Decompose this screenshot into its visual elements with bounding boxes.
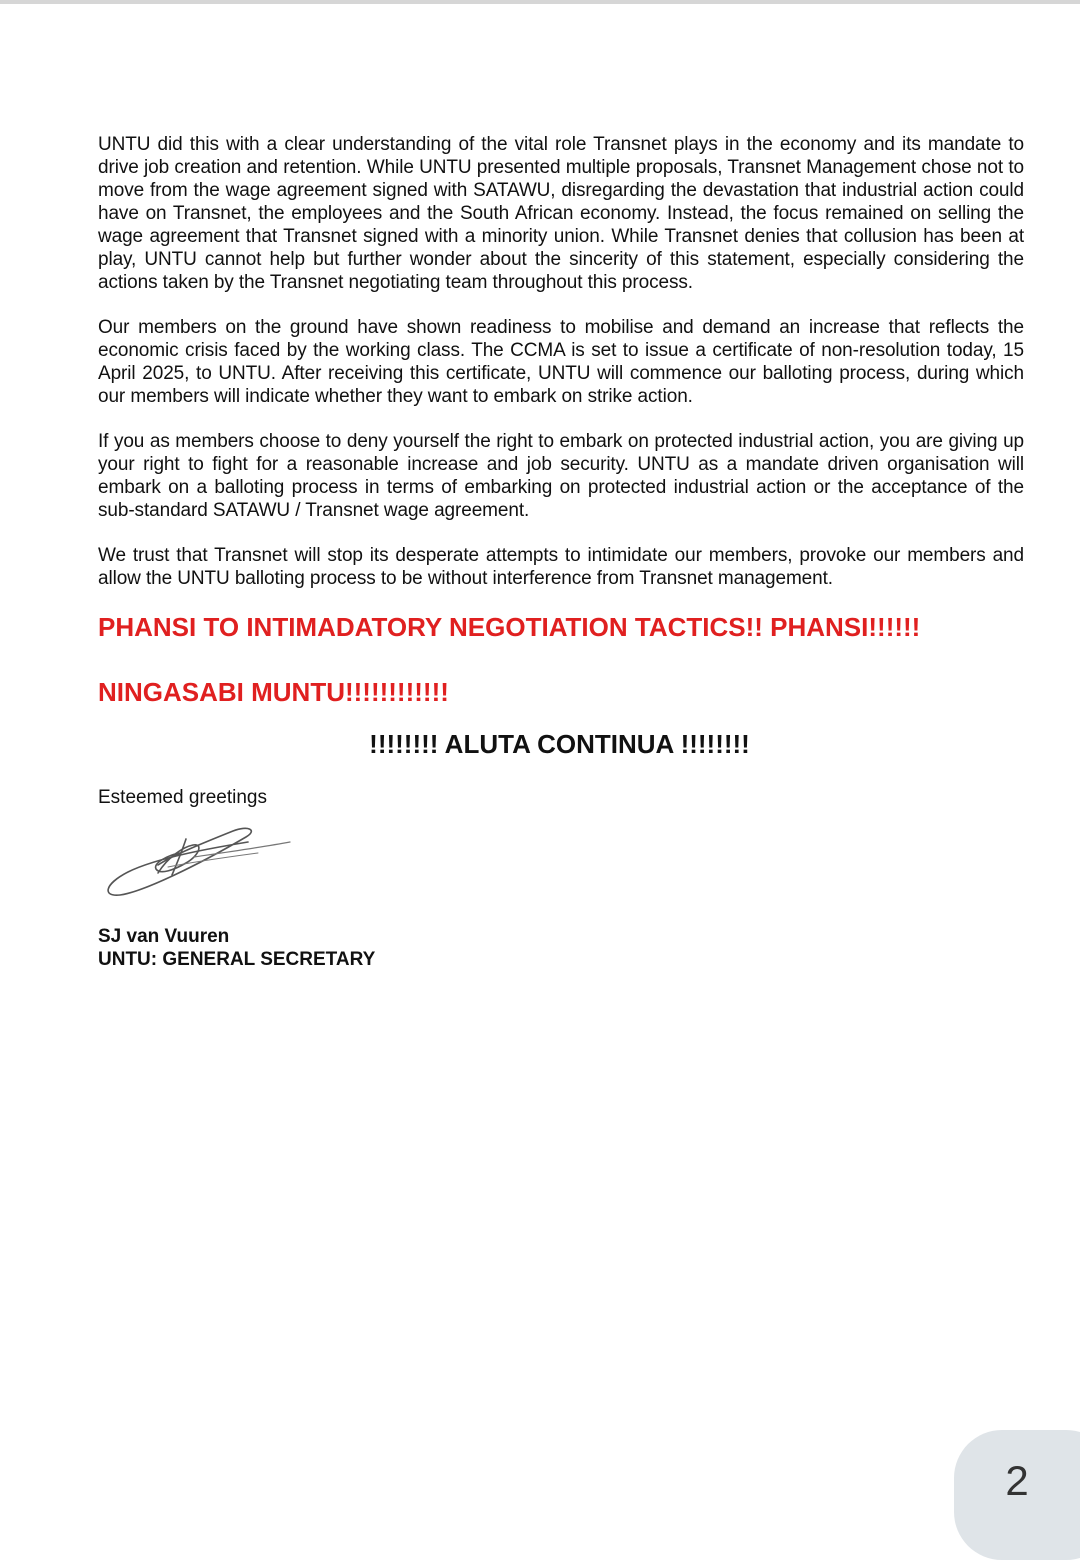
signatory-title: UNTU: GENERAL SECRETARY — [98, 949, 376, 970]
page-number: 2 — [1005, 1457, 1029, 1504]
signature-icon — [98, 817, 298, 907]
closing-greeting: Esteemed greetings — [98, 787, 267, 808]
signatory-block — [98, 925, 1024, 971]
viewer-top-divider — [0, 0, 1080, 4]
paragraph-ballot: If you as members choose to deny yourself the right to embark on protected industrial action, you are giving up your right to fight for a reasonable increase and job security. UNTU as a mandate driven organisation will embark on a balloting process in terms of embarking on protected industrial action or the acceptance of the sub-standard SATAWU / Transnet wage agreement. — [98, 431, 1024, 521]
letter-page — [98, 133, 1024, 971]
aluta-continua-line: !!!!!!!! ALUTA CONTINUA !!!!!!!! — [369, 729, 750, 759]
slogan-phansi: PHANSI TO INTIMADATORY NEGOTIATION TACTICS!! PHANSI!!!!!! — [98, 612, 921, 642]
signatory-name: SJ van Vuuren — [98, 926, 230, 947]
paragraph-negotiations: UNTU did this with a clear understanding of the vital role Transnet plays in the economy and its mandate to drive job creation and retention. While UNTU presented multiple proposals, Transnet Management chose not to move from the wage agreement signed with SATAWU, disregarding the devastation that industrial action could have on Transnet, the employees and the South African economy. Instead, the focus remained on selling the wage agreement that Transnet signed with a minority union. While Transnet denies that collusion has been at play, UNTU cannot help but further wonder about the sincerity of this statement, especially considering the actions taken by the Transnet negotiating team throughout this process. — [98, 134, 1024, 293]
paragraph-ccma: Our members on the ground have shown readiness to mobilise and demand an increase that reflects the economic crisis faced by the working class. The CCMA is set to issue a certificate of non-resolution today, 15 April 2025, to UNTU. After receiving this certificate, UNTU will commence our balloting process, during which our members will indicate whether they want to embark on strike action. — [98, 317, 1024, 407]
paragraph-trust: We trust that Transnet will stop its desperate attempts to intimidate our members, provoke our members and allow the UNTU balloting process to be without interference from Transnet management. — [98, 545, 1024, 589]
slogan-ningasabi: NINGASABI MUNTU!!!!!!!!!!!! — [98, 677, 449, 707]
